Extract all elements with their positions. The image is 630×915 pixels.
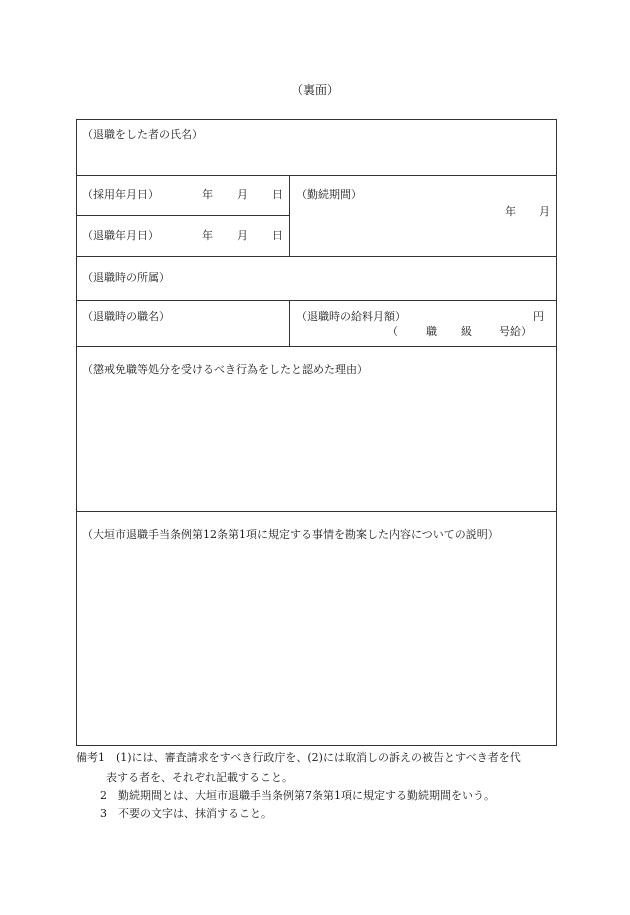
retiree-name-label: （退職をした者の氏名） — [82, 128, 203, 141]
row-divider — [76, 300, 557, 301]
retire-date-year-unit: 年 — [202, 229, 213, 242]
hire-date-day-unit: 日 — [272, 188, 283, 201]
row-divider — [76, 175, 557, 176]
position-label: （退職時の職名） — [82, 310, 170, 323]
page-title: （裏面） — [290, 83, 339, 97]
table-border-right — [556, 119, 557, 746]
row-divider — [76, 346, 557, 347]
grade-open-paren: （ — [387, 325, 398, 338]
table-border-left — [76, 119, 77, 746]
disciplinary-reason-label: （懲戒免職等処分を受けるべき行為をしたと認めた理由） — [82, 363, 368, 376]
consideration-explanation-label: （大垣市退職手当条例第12条第1項に規定する事情を勘案した内容についての説明） — [82, 528, 499, 541]
table-border-bottom — [76, 745, 557, 746]
service-period-label: （勤続期間） — [296, 188, 362, 201]
salary-yen-unit: 円 — [533, 310, 544, 323]
hire-date-label: （採用年月日） — [82, 188, 159, 201]
table-border-top — [76, 119, 557, 120]
affiliation-label: （退職時の所属） — [82, 271, 170, 284]
row-divider — [76, 511, 557, 512]
column-divider — [289, 175, 290, 256]
row-divider — [76, 256, 557, 257]
service-period-year-unit: 年 — [505, 205, 516, 218]
retire-date-label: （退職年月日） — [82, 229, 159, 242]
row-divider — [76, 215, 290, 216]
column-divider — [289, 300, 290, 346]
hire-date-month-unit: 月 — [237, 188, 248, 201]
grade-gokyu-unit: 号給） — [499, 325, 532, 338]
note-3: 3 不要の文字は、抹消すること。 — [100, 807, 272, 820]
hire-date-year-unit: 年 — [202, 188, 213, 201]
note-2: 2 勤続期間とは、大垣市退職手当条例第7条第1項に規定する勤続期間をいう。 — [100, 789, 495, 802]
service-period-month-unit: 月 — [539, 205, 550, 218]
note-1-line-2: 表する者を、それぞれ記載すること。 — [106, 771, 293, 784]
grade-shoku-unit: 職 — [426, 325, 437, 338]
grade-kyu-unit: 級 — [461, 325, 472, 338]
retire-date-month-unit: 月 — [237, 229, 248, 242]
note-1-line-1: 備考1 (1)には、審査請求をすべき行政庁を、(2)には取消しの訴えの被告とすべき者を代 — [76, 751, 521, 764]
salary-label: （退職時の給料月額） — [296, 310, 406, 323]
retire-date-day-unit: 日 — [272, 229, 283, 242]
